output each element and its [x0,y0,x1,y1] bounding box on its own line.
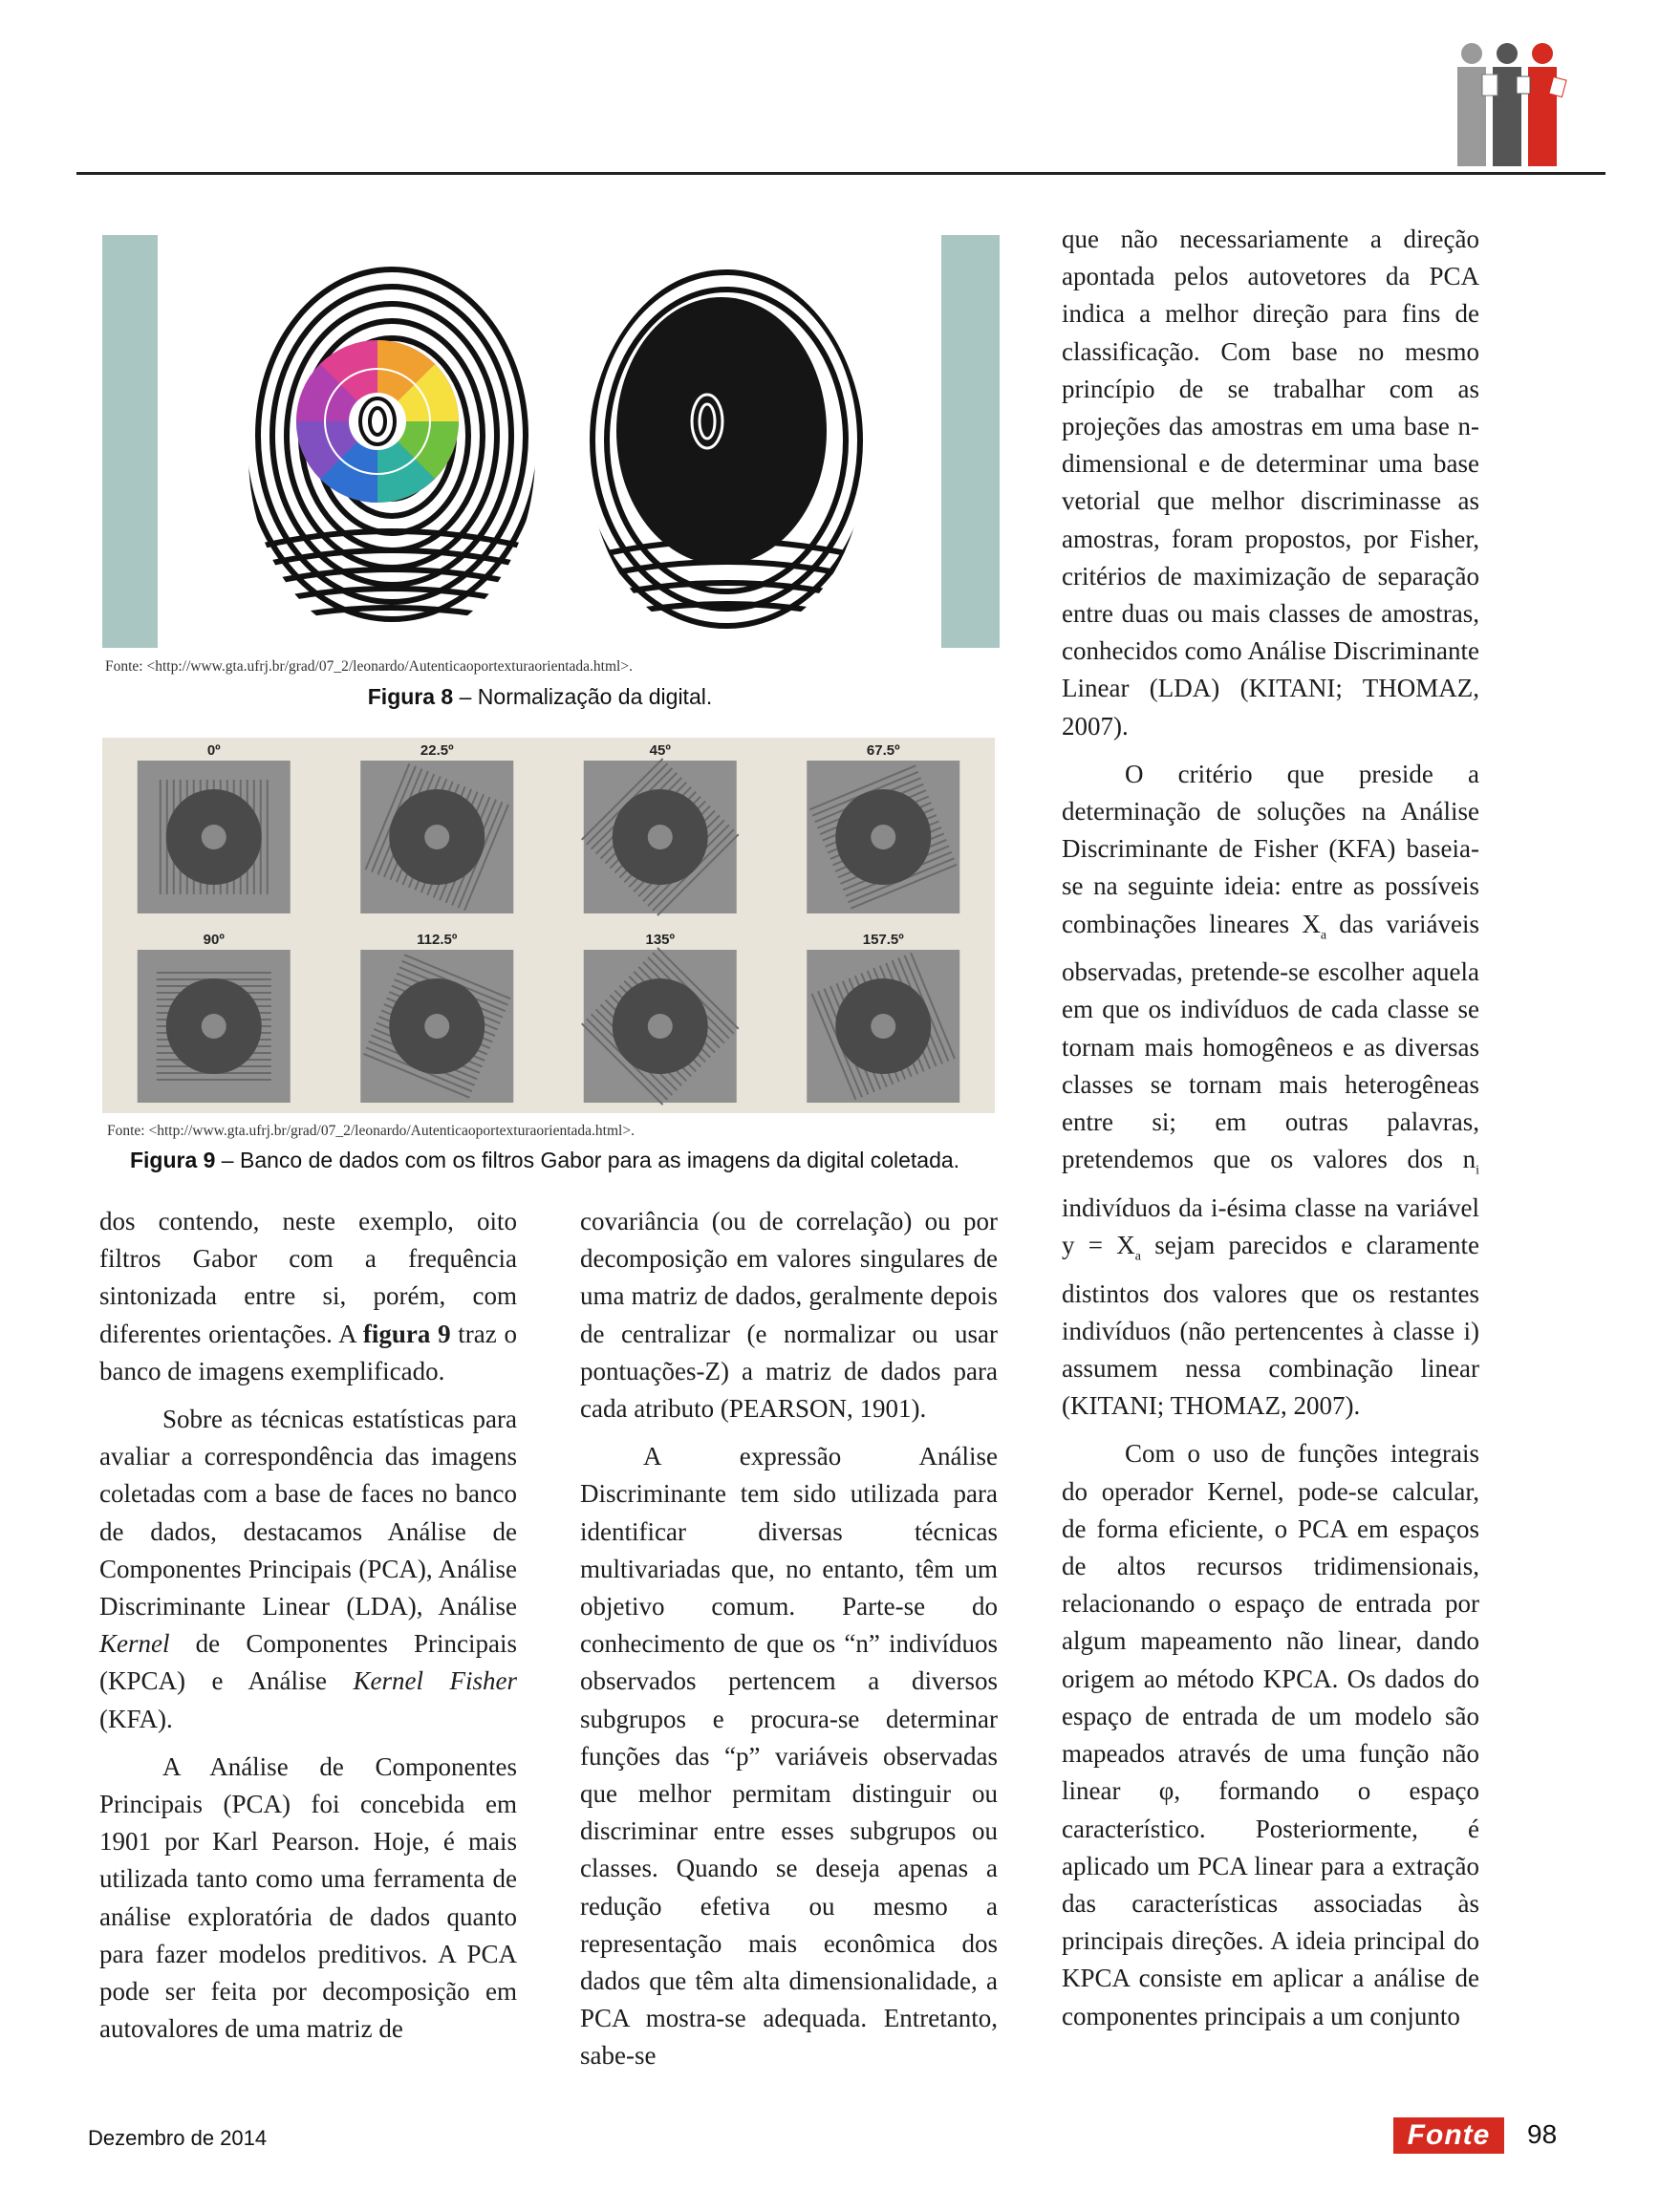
figure-8-label: Figura 8 [367,684,454,709]
gabor-filter-tile [138,950,291,1103]
figure-8-image [102,235,1000,648]
col2-paragraph-2: A expressão Análise Discriminante tem sido utilizada para identificar diversas técnicas multivariadas que, no entanto, têm um objetivo comum. Parte-se do conhecimento de que os “n” indivíduos observados pertencem a diversos subgrupos e procura-se determinar funções das “p” variáveis observadas que melhor permitam distinguir ou discriminar entre esses subgrupos ou classes. Quando se deseja apenas a redução efetiva ou mesmo a representação mais econômica dos dados que têm alta dimensionalidade, a PCA mostra-se adequada. Entretanto, sabe-se [580,1442,998,2071]
figure-9-caption [76,1148,1013,1173]
col1-p2-kernel: Kernel [99,1629,170,1659]
col3-p2-text-b: das variáveis observadas, pretende-se escolher aquela em que os indivíduos de cada classe se tornam mais homogêneos e as diversas classes se tornam mais heterogêneas entre si; em outras palavras, pretendemos que os valores dos n [1062,909,1479,1174]
col3-p2-sub-a2: a [1134,1249,1142,1264]
col3-p2-sub-i: i [1476,1163,1479,1178]
figure-9-image [102,738,995,1113]
gabor-angle-label: 135º [645,932,676,948]
col1-figure-ref: figura 9 [362,1319,451,1348]
text-column-2 [580,1203,998,2075]
header-rule [76,172,1605,175]
gabor-filter-tile [582,759,739,915]
figure-9-label: Figura 9 [129,1148,216,1172]
people-logo-icon [1448,42,1572,168]
fingerprint-illustration [158,235,941,648]
gabor-filter-tile [360,761,513,913]
col3-p2-text-c: indivíduos da i-ésima classe na variável y = X [1062,1192,1479,1260]
gabor-filter-tile [360,950,513,1103]
col3-p2-text-d: sejam parecidos e claramente distintos dos valores que os restantes indivíduos (não pertencentes à classe i) assumem nessa combinação linear (KITANI; THOMAZ, 2007). [1062,1231,1479,1421]
gabor-filter-grid [102,738,995,1113]
col1-paragraph-3: A Análise de Componentes Principais (PCA) foi concebida em 1901 por Karl Pearson. Hoje, é mais utilizada tanto como uma ferramenta de análise exploratória de dados quanto para fazer modelos preditivos. A PCA pode ser feita por decomposição em autovalores de uma matriz de [99,1751,517,2044]
page-number: 98 [1527,2119,1558,2149]
figure-8-source: Fonte: <http://www.gta.ufrj.br/grad/07_2/leonardo/Autenticaoportexturaorientada.html>. [105,658,633,675]
col1-p2-text-e: (KFA). [99,1704,173,1733]
col3-paragraph-1: que não necessariamente a direção apontada pelos autovetores da PCA indica a melhor direção para fins de classificação. Com base no mesmo princípio de se trabalhar com as projeções das amostras em uma base n-dimensional e de determinar uma base vetorial que melhor discriminasse as amostras, foram propostos, por Fisher, critérios de maximização de separação entre duas ou mais classes de amostras, conhecidos como Análise Discriminante Linear (LDA) (KITANI; THOMAZ, 2007). [1062,225,1479,741]
col2-paragraph-1: covariância (ou de correlação) ou por decomposição em valores singulares de uma matriz de dados, geralmente depois de centralizar (e normalizar ou usar pontuações-Z) a matriz de dados para cada atributo (PEARSON, 1901). [580,1207,998,1424]
gabor-filter-tile [807,950,959,1103]
gabor-angle-label: 157.5º [862,932,904,948]
gabor-angle-label: 22.5º [420,742,454,759]
text-column-3 [1062,221,1479,2035]
col3-p2-sub-a: a [1320,928,1327,943]
figure-9-title: – Banco de dados com os filtros Gabor para as imagens da digital coletada. [215,1148,960,1172]
figure-9-source: Fonte: <http://www.gta.ufrj.br/grad/07_2/leonardo/Autenticaoportexturaorientada.html>. [107,1123,635,1139]
figure-8-caption [76,684,1003,710]
col1-p2-text-c: de Componentes Principais (KPCA) e Análise [99,1629,517,1696]
col3-paragraph-2 [1062,756,1479,1426]
gabor-angle-label: 67.5º [866,742,900,759]
col1-p1-text-a: dos contendo, neste exemplo, oito filtros Gabor com a frequência sintonizada entre si, porém, com diferentes orientações. A [99,1207,517,1348]
figure-8-title: – Normalização da digital. [453,684,713,709]
col1-p2-text-a: Sobre as técnicas estatísticas para avaliar a correspondência das imagens coletadas com a base de faces no banco de dados, destacamos Análise de Componentes Principais (PCA), Análise Discriminante Linear (LDA), Análise [99,1405,517,1621]
col1-p2-kernel-fisher: Kernel Fisher [353,1666,517,1696]
col1-p1-text-c: traz o banco de imagens exemplificado. [99,1319,517,1385]
gabor-filter-tile [807,761,959,913]
gabor-filter-tile [582,948,739,1105]
gabor-angle-label: 0º [206,742,221,759]
fonte-brand-logo: Fonte [1393,2117,1504,2154]
gabor-angle-label: 45º [649,742,671,759]
col1-paragraph-1 [99,1203,517,1390]
col1-paragraph-2 [99,1401,517,1738]
col3-p2-text-a: O critério que preside a determinação de soluções na Análise Discriminante de Fisher (KFA) baseia-se na seguinte ideia: entre as possíveis combinações lineares X [1062,759,1479,938]
footer-date: Dezembro de 2014 [88,2126,268,2150]
gabor-angle-label: 112.5º [417,932,458,948]
col3-paragraph-3: Com o uso de funções integrais do operador Kernel, pode-se calcular, de forma eficiente, o PCA em espaços de altos recursos tridimensionais, relacionando o espaço de entrada por algum mapeamento não linear, dando origem ao método KPCA. Os dados do espaço de entrada de um modelo são mapeados através de uma função não linear φ, formando o espaço característico. Posteriormente, é aplicado um PCA linear para a extração das características associadas às principais direções. A ideia principal do KPCA consiste em aplicar a análise de componentes principais a um conjunto [1062,1439,1479,2030]
gabor-filter-tile [138,761,291,913]
text-column-1 [99,1203,517,2048]
gabor-angle-label: 90º [203,932,225,948]
